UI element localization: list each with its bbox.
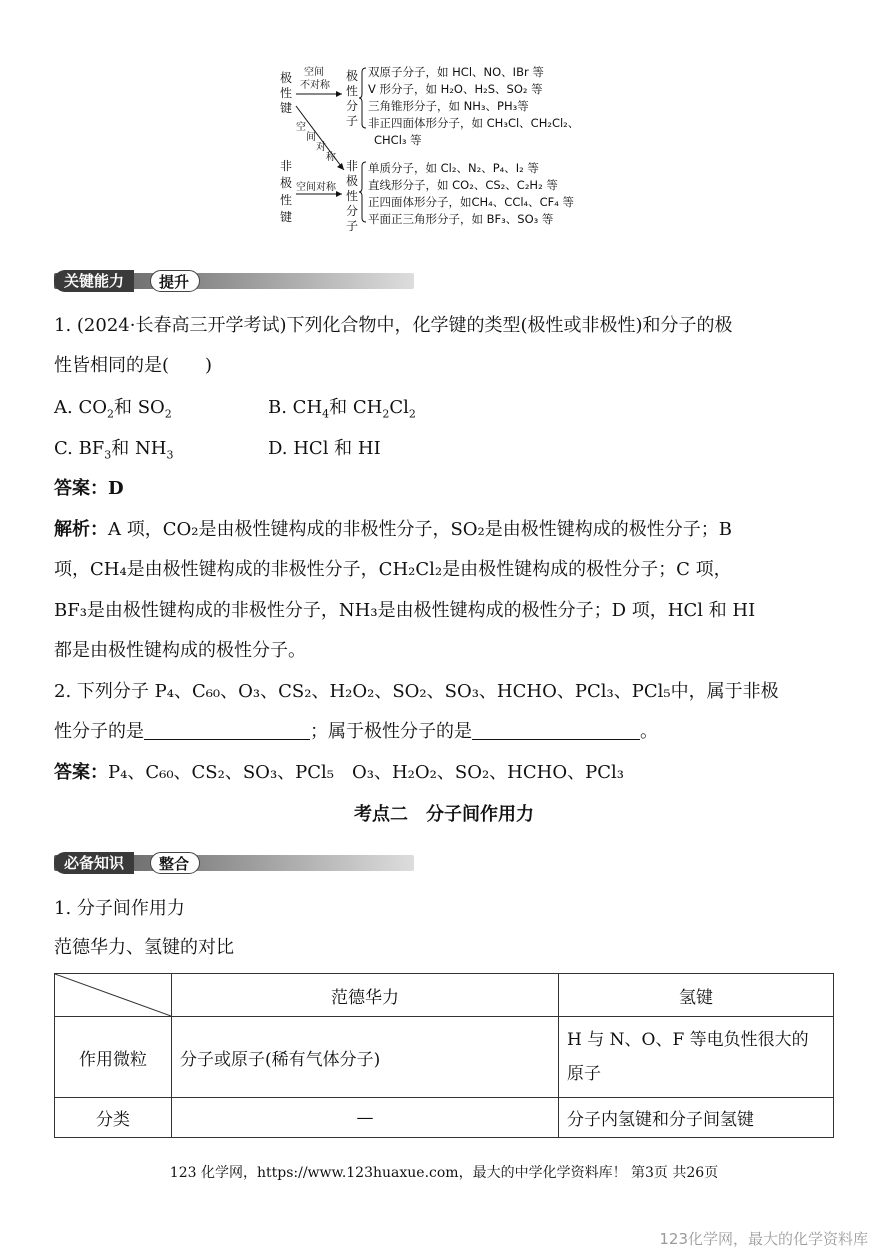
q1-option-a: A. $CO_2$和 $SO_2$ (54, 397, 172, 421)
cell-hbond: H 与 N、O、F 等电负性很大的原子 (559, 1017, 834, 1098)
nonpolar-items (368, 161, 574, 226)
row-label: 分类 (55, 1098, 172, 1138)
sub-title: 1. 分子间作用力 (54, 898, 185, 919)
q1-explanation-4: 都是由极性键构成的极性分子。 (54, 640, 306, 661)
cell-vdw: — (172, 1098, 559, 1138)
sym-arrow-diag (296, 106, 344, 170)
svg-text:极: 极 (346, 174, 359, 188)
svg-text:子: 子 (346, 114, 359, 128)
sym-diag-2: 间 (306, 132, 316, 143)
sym-diag-1: 空 (296, 122, 306, 133)
cell-vdw: 分子或原子(稀有气体分子) (172, 1017, 559, 1098)
nonpolar-item: 平面正三角形分子，如 BF₃、SO₃ 等 (368, 212, 554, 226)
header-hbond: 氢键 (559, 974, 834, 1017)
table-header-row (55, 974, 834, 1017)
svg-text:性: 性 (280, 193, 293, 207)
svg-text:子: 子 (346, 219, 359, 233)
svg-text:极: 极 (280, 71, 293, 85)
svg-text:极: 极 (280, 176, 293, 190)
svg-text:极: 极 (346, 69, 359, 83)
q1-option-b: B. $CH_4$和 $CH_2Cl_2$ (268, 397, 416, 421)
header-light-label: 提升 (150, 270, 200, 292)
svg-text:分: 分 (346, 99, 359, 113)
header-light-label: 整合 (150, 852, 200, 874)
nonpolar-item: 单质分子，如 Cl₂、N₂、P₄、I₂ 等 (368, 161, 539, 175)
nonpolar-item: 直线形分子，如 CO₂、CS₂、C₂H₂ 等 (368, 178, 558, 192)
topic-title: 考点二 分子间作用力 (354, 804, 534, 825)
svg-text:非: 非 (346, 159, 359, 173)
q1-answer: 答案：D (54, 478, 124, 499)
asym-label-2: 不对称 (300, 80, 330, 91)
svg-text:性: 性 (346, 189, 359, 203)
asym-label-1: 空间 (304, 67, 324, 78)
diagonal-header-cell (55, 974, 172, 1017)
nonpolar-brace (359, 162, 366, 222)
sym-diag-3: 对 (316, 142, 326, 153)
polar-molecule-label (346, 68, 358, 128)
header-dark-label: 关键能力 (54, 270, 134, 292)
sym-diag-4: 称 (326, 152, 336, 163)
watermark: 123化学网，最大的化学资料库 (659, 1230, 868, 1248)
page-footer: 123 化学网，https://www.123huaxue.com，最大的中学化学资料库！ 第3页 共26页 (169, 1165, 719, 1181)
polar-item: 双原子分子，如 HCl、NO、IBr 等 (368, 65, 544, 79)
svg-text:性: 性 (346, 84, 359, 98)
polar-item: V 形分子，如 H₂O、H₂S、SO₂ 等 (368, 82, 543, 96)
polar-items (368, 65, 579, 147)
polar-bond-label (280, 70, 292, 115)
polar-item: 三角锥形分子，如 NH₃、PH₃等 (368, 99, 529, 113)
svg-text:性: 性 (280, 86, 293, 100)
polar-item: CHCl₃ 等 (374, 133, 422, 147)
svg-text:非: 非 (280, 159, 293, 173)
answer-blank-1[interactable] (144, 721, 310, 740)
table-row (55, 1017, 834, 1098)
nonpolar-bond-label (280, 158, 292, 224)
q1-option-c: C. $BF_3$和 $NH_3$ (54, 438, 174, 462)
polar-brace (359, 68, 366, 128)
comparison-table (54, 973, 834, 1138)
answer-blank-2[interactable] (472, 721, 640, 740)
polar-item: 非正四面体形分子，如 CH₃Cl、CH₂Cl₂、 (368, 116, 580, 130)
q2-stem-1: 2. 下列分子 P₄、C₆₀、O₃、CS₂、H₂O₂、SO₂、SO₃、HCHO、PCl₃、PCl₅中，属于非极 (54, 681, 779, 702)
nonpolar-item: 正四面体形分子，如CH₄、CCl₄、CF₄ 等 (368, 195, 575, 209)
table-caption: 范德华力、氢键的对比 (54, 937, 234, 958)
row-label: 作用微粒 (55, 1017, 172, 1098)
svg-text:键: 键 (280, 210, 293, 224)
q1-explanation-1: 解析：A 项，CO₂是由极性键构成的非极性分子，SO₂是由极性键构成的极性分子；B (54, 519, 732, 540)
section-header-essential-knowledge (54, 852, 414, 874)
header-vdw: 范德华力 (172, 974, 559, 1017)
svg-text:分: 分 (346, 204, 359, 218)
nonpolar-molecule-label (346, 158, 358, 233)
bond-polarity-diagram (270, 58, 630, 233)
header-dark-label: 必备知识 (54, 852, 134, 874)
table-row (55, 1098, 834, 1138)
q2-answer: 答案：P₄、C₆₀、CS₂、SO₃、PCl₅ O₃、H₂O₂、SO₂、HCHO、PCl₃ (54, 762, 624, 783)
q1-explanation-3: BF₃是由极性键构成的非极性分子，NH₃是由极性键构成的极性分子；D 项，HCl 和 HI (54, 600, 756, 621)
q2-stem-2: 性分子的是 ；属于极性分子的是 。 (54, 721, 658, 742)
section-header-key-ability (54, 270, 414, 292)
q1-stem-2: 性皆相同的是( ) (54, 355, 213, 376)
sym-label-bottom: 空间对称 (296, 182, 336, 193)
cell-hbond: 分子内氢键和分子间氢键 (559, 1098, 834, 1138)
q1-option-d: D. HCl 和 HI (268, 438, 381, 459)
svg-text:键: 键 (280, 101, 293, 115)
q1-stem-1: 1. (2024·长春高三开学考试)下列化合物中，化学键的类型(极性或非极性)和分子的极 (54, 315, 733, 336)
q1-explanation-2: 项，CH₄是由极性键构成的非极性分子，CH₂Cl₂是由极性键构成的极性分子；C 项， (54, 559, 732, 580)
